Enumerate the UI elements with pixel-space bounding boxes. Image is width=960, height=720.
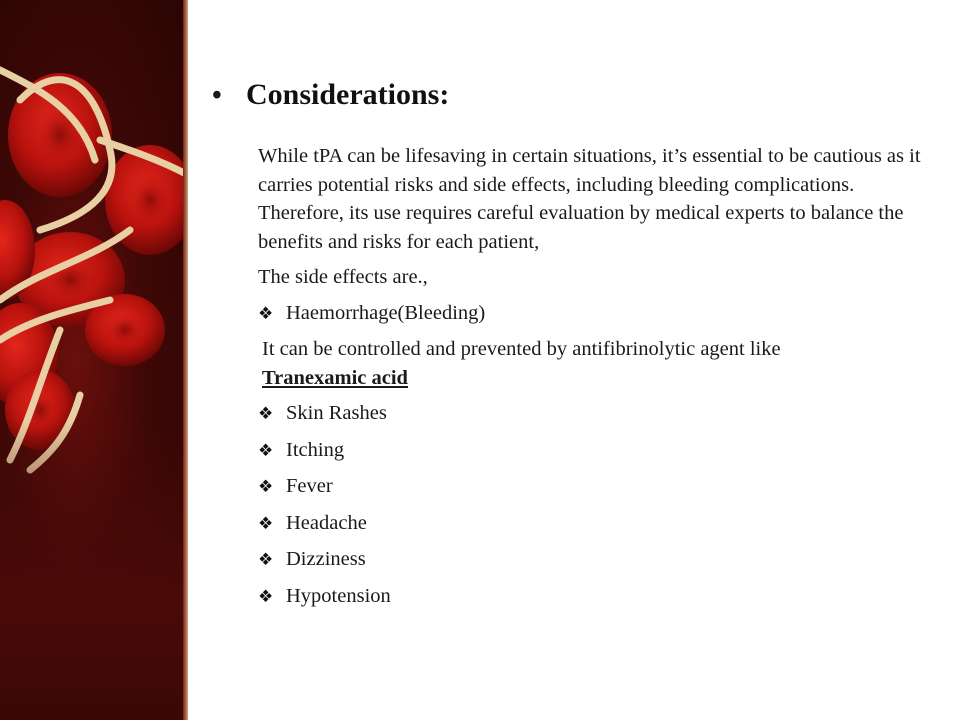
list-item-label: Haemorrhage(Bleeding): [286, 301, 486, 324]
list-item-label: Itching: [286, 438, 345, 461]
list-item-label: Skin Rashes: [286, 402, 387, 424]
treatment-note: [258, 335, 938, 392]
list-item: [258, 299, 938, 329]
list-item: [258, 472, 938, 502]
diamond-bullet-icon: ❖: [258, 303, 274, 323]
list-item-label: Fever: [286, 475, 333, 497]
treatment-note-text: It can be controlled and prevented by antifibrinolytic agent like: [262, 338, 781, 360]
list-item: [258, 582, 938, 612]
list-item: [258, 509, 938, 539]
heading-bullet: •: [212, 80, 222, 111]
diamond-bullet-icon: ❖: [258, 440, 274, 460]
decorative-blood-cells-panel: [0, 0, 188, 720]
list-item-label: Hypotension: [286, 584, 391, 607]
list-item: [258, 436, 938, 466]
list-item: [258, 399, 938, 429]
red-blood-cells: [0, 73, 188, 450]
intro-paragraph: While tPA can be lifesaving in certain situations, it’s essential to be cautious as it carries potential risks and side effects, including bleeding complications. Therefore, its use requires careful evaluation by medical experts to balance the benefits and risks for each patient,: [258, 145, 921, 253]
diamond-bullet-icon: ❖: [258, 586, 274, 606]
drug-name: Tranexamic acid: [262, 366, 408, 389]
diamond-bullet-icon: ❖: [258, 404, 274, 423]
list-item-label: Dizziness: [286, 548, 366, 570]
list-item: [258, 545, 938, 575]
diamond-bullet-icon: ❖: [258, 477, 274, 496]
diamond-bullet-icon: ❖: [258, 513, 274, 533]
heading-row: [212, 78, 930, 112]
list-item-label: Headache: [286, 511, 367, 534]
blood-cells-illustration: [0, 0, 188, 720]
diamond-bullet-icon: ❖: [258, 550, 274, 569]
slide-title: Considerations:: [246, 78, 450, 111]
panel-edge-divider: [183, 0, 188, 720]
body-text: [258, 142, 938, 611]
slide-content: [210, 78, 930, 611]
side-effects-label: The side effects are.,: [258, 266, 428, 288]
